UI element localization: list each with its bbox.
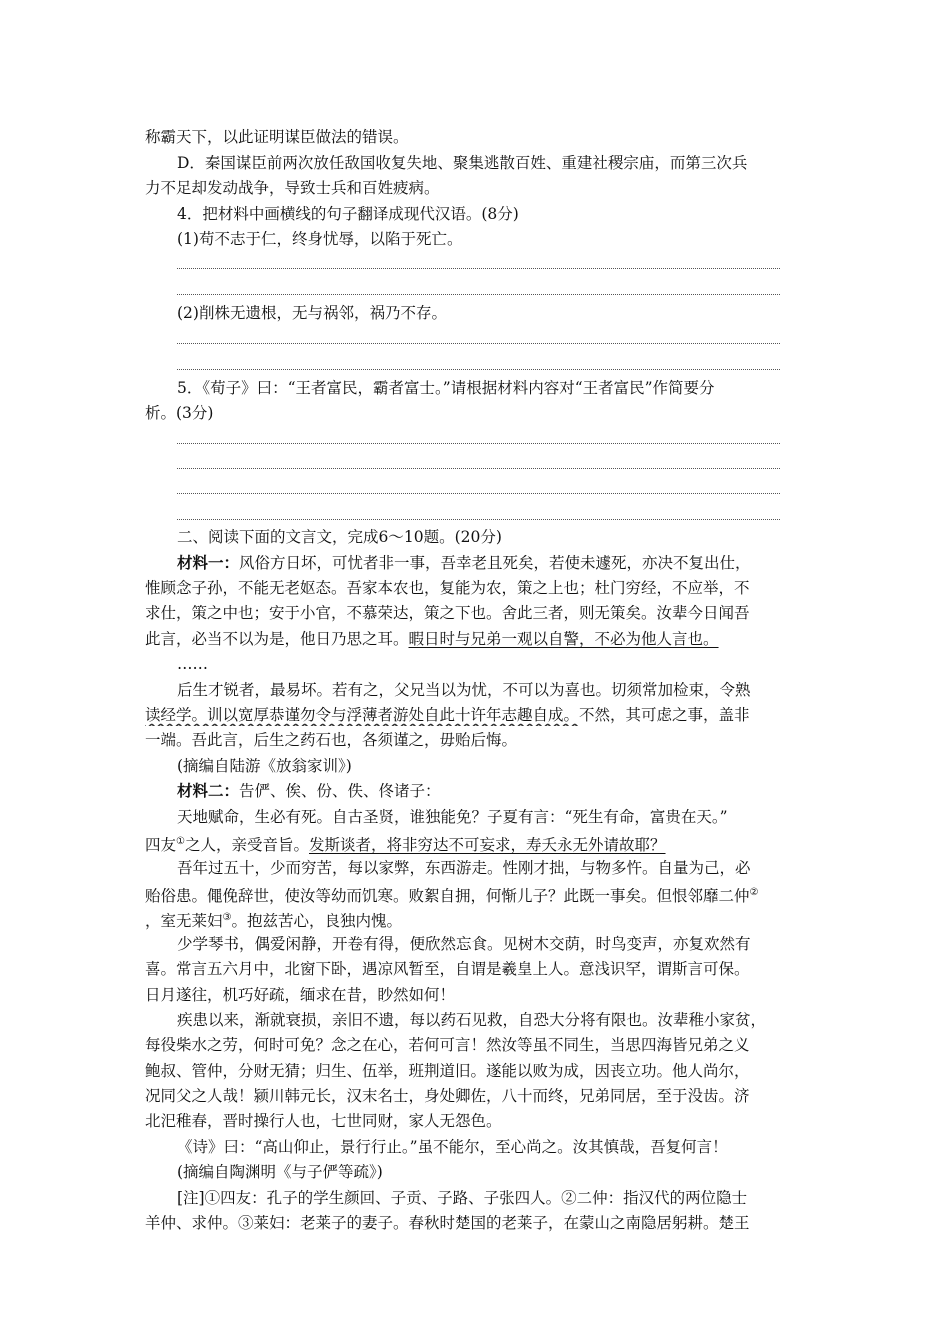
underlined-sentence: 发斯谈者，将非穷达不可妄求，寿夭永无外请故耶？ [309, 836, 666, 855]
material-2-p2-line-3: ，室无莱妇③。抱兹苦心，良独内愧。 [145, 912, 402, 931]
footnote-marker: ② [749, 887, 759, 898]
option-d-line-1: D．秦国谋臣前两次放任敌国收复失地、聚集逃散百姓、重建社稷宗庙，而第三次兵 [177, 154, 748, 172]
dotted-character: 齿 [703, 1087, 719, 1105]
question-4-sentence-1: (1)苟不志于仁，终身忧辱，以陷于死亡。 [177, 230, 463, 248]
material-2-p1-line-1: 天地赋命，生必有死。自古圣贤，谁独能免？子夏有言：“死生有命，富贵在天。” [177, 808, 728, 826]
notes-line-2: 羊仲、求仲。③莱妇：老莱子的妻子。春秋时楚国的老莱子，在蒙山之南隐居躬耕。楚王 [145, 1214, 750, 1232]
material-1b-line-3: 一端。吾此言，后生之药石也，各须谨之，毋贻后悔。 [145, 731, 518, 749]
material-2-label: 材料二： [177, 781, 240, 800]
question-5-line-1: 5．《荀子》曰：“王者富民，霸者富士。”请根据材料内容对“王者富民”作简要分 [177, 379, 715, 397]
dotted-character: 没 [687, 1087, 704, 1105]
material-2-p3-line-1: 少学琴书，偶爱闲静，开卷有得，便欣然忘食。见树木交荫，时鸟变声，亦复欢然有 [177, 935, 751, 953]
material-1-line-2: 惟顾念子孙，不能无老妪态。吾家本农也，复能为农，策之上也；杜门穷经，不应举，不 [145, 579, 750, 597]
material-1-line-3: 求仕，策之中也；安于小官，不慕荣达，策之下也。舍此三者，则无策矣。汝辈今日闻吾 [145, 604, 750, 622]
source-1: (摘编自陆游《放翁家训》) [177, 757, 352, 775]
section-2-title: 二、阅读下面的文言文，完成6～10题。(20分) [177, 528, 502, 546]
material-1b-line-1: 后生才锐者，最易坏。若有之，父兄当以为忧，不可以为喜也。切须常加检束，令熟 [177, 681, 751, 699]
answer-line [177, 268, 780, 269]
material-2-p4-line-1: 疾患以来，渐就衰损，亲旧不遗，每以药石见救，自恐大分将有限也。汝辈稚小家贫， [177, 1011, 767, 1029]
answer-line [177, 468, 780, 469]
option-d-line-2: 力不足却发动战争，导致士兵和百姓疲病。 [145, 179, 440, 197]
material-2-p1-line-2: 四友①之人，亲受音旨。发斯谈者，将非穷达不可妄求，寿夭永无外请故耶？ [145, 836, 666, 855]
answer-line [177, 519, 780, 520]
wavy-underlined-sentence: 读经学。训以宽厚恭谨勿令与浮薄者游处自此十许年志趣自成。 [145, 706, 580, 724]
material-2-p3-line-3: 日月遂往，机巧好疏，缅求在昔，眇然如何！ [145, 986, 456, 1004]
material-2-p5: 《诗》曰：“高山仰止，景行行止。”虽不能尔，至心尚之。汝其慎哉，吾复何言！ [177, 1138, 728, 1156]
source-2: (摘编自陶渊明《与子俨等疏》) [177, 1163, 383, 1181]
notes-line-1: [注]①四友：孔子的学生颜回、子贡、子路、子张四人。②二仲：指汉代的两位隐士 [177, 1189, 748, 1207]
option-c-tail: 称霸天下，以此证明谋臣做法的错误。 [145, 128, 409, 146]
material-2-line-1: 材料二：告俨、俟、份、佚、佟诸子： [177, 781, 441, 800]
material-1-label: 材料一： [177, 553, 240, 572]
material-1-line-4: 此言，必当不以为是，他日乃思之耳。暇日时与兄弟一观以自警，不必为他人言也。 [145, 630, 719, 648]
answer-line [177, 443, 780, 444]
question-4-sentence-2: (2)削株无遗根，无与祸邻，祸乃不存。 [177, 304, 447, 322]
material-2-p3-line-2: 喜。常言五六月中，北窗下卧，遇凉风暂至，自谓是羲皇上人。意浅识罕，谓斯言可保。 [145, 960, 750, 978]
ellipsis: …… [177, 655, 208, 673]
material-1b-line-2: 读经学。训以宽厚恭谨勿令与浮薄者游处自此十许年志趣自成。不然，其可虑之事，盖非 [145, 706, 750, 724]
material-2-p4-line-3: 鲍叔、管仲，分财无猜；归生、伍举，班荆道旧。遂能以败为成，因丧立功。他人尚尔， [145, 1062, 750, 1080]
answer-line [177, 294, 780, 295]
material-2-p2-line-2: 贻俗患。僶俛辞世，使汝等幼而饥寒。败絮自拥，何惭儿子？此既一事矣。但恨邻靡二仲② [145, 887, 759, 906]
material-2-p4-line-5: 北汜稚春，晋时操行人也，七世同财，家人无怨色。 [145, 1112, 502, 1130]
answer-line [177, 369, 780, 370]
footnote-marker: ① [176, 836, 185, 847]
material-1-line-1: 材料一：风俗方日坏，可忧者非一事，吾幸老且死矣，若使未遽死，亦决不复出仕， [177, 553, 751, 572]
material-2-p2-line-1: 吾年过五十，少而穷苦，每以家弊，东西游走。性刚才拙，与物多忤。自量为己，必 [177, 859, 751, 877]
answer-line [177, 493, 780, 494]
underlined-sentence: 暇日时与兄弟一观以自警，不必为他人言也。 [408, 630, 719, 648]
material-2-p4-line-4: 况同父之人哉！颍川韩元长，汉末名士，身处卿佐，八十而终，兄弟同居，至于没齿。济 [145, 1087, 750, 1105]
material-2-p4-line-2: 每役柴水之劳，何时可免？念之在心，若何可言！然汝等虽不同生，当思四海皆兄弟之义 [145, 1036, 750, 1054]
footnote-marker: ③ [222, 912, 232, 923]
question-5-line-2: 析。(3分) [145, 404, 214, 422]
question-4-stem: 4．把材料中画横线的句子翻译成现代汉语。(8分) [177, 205, 519, 223]
dotted-character: 絮 [424, 887, 440, 906]
answer-line [177, 343, 780, 344]
